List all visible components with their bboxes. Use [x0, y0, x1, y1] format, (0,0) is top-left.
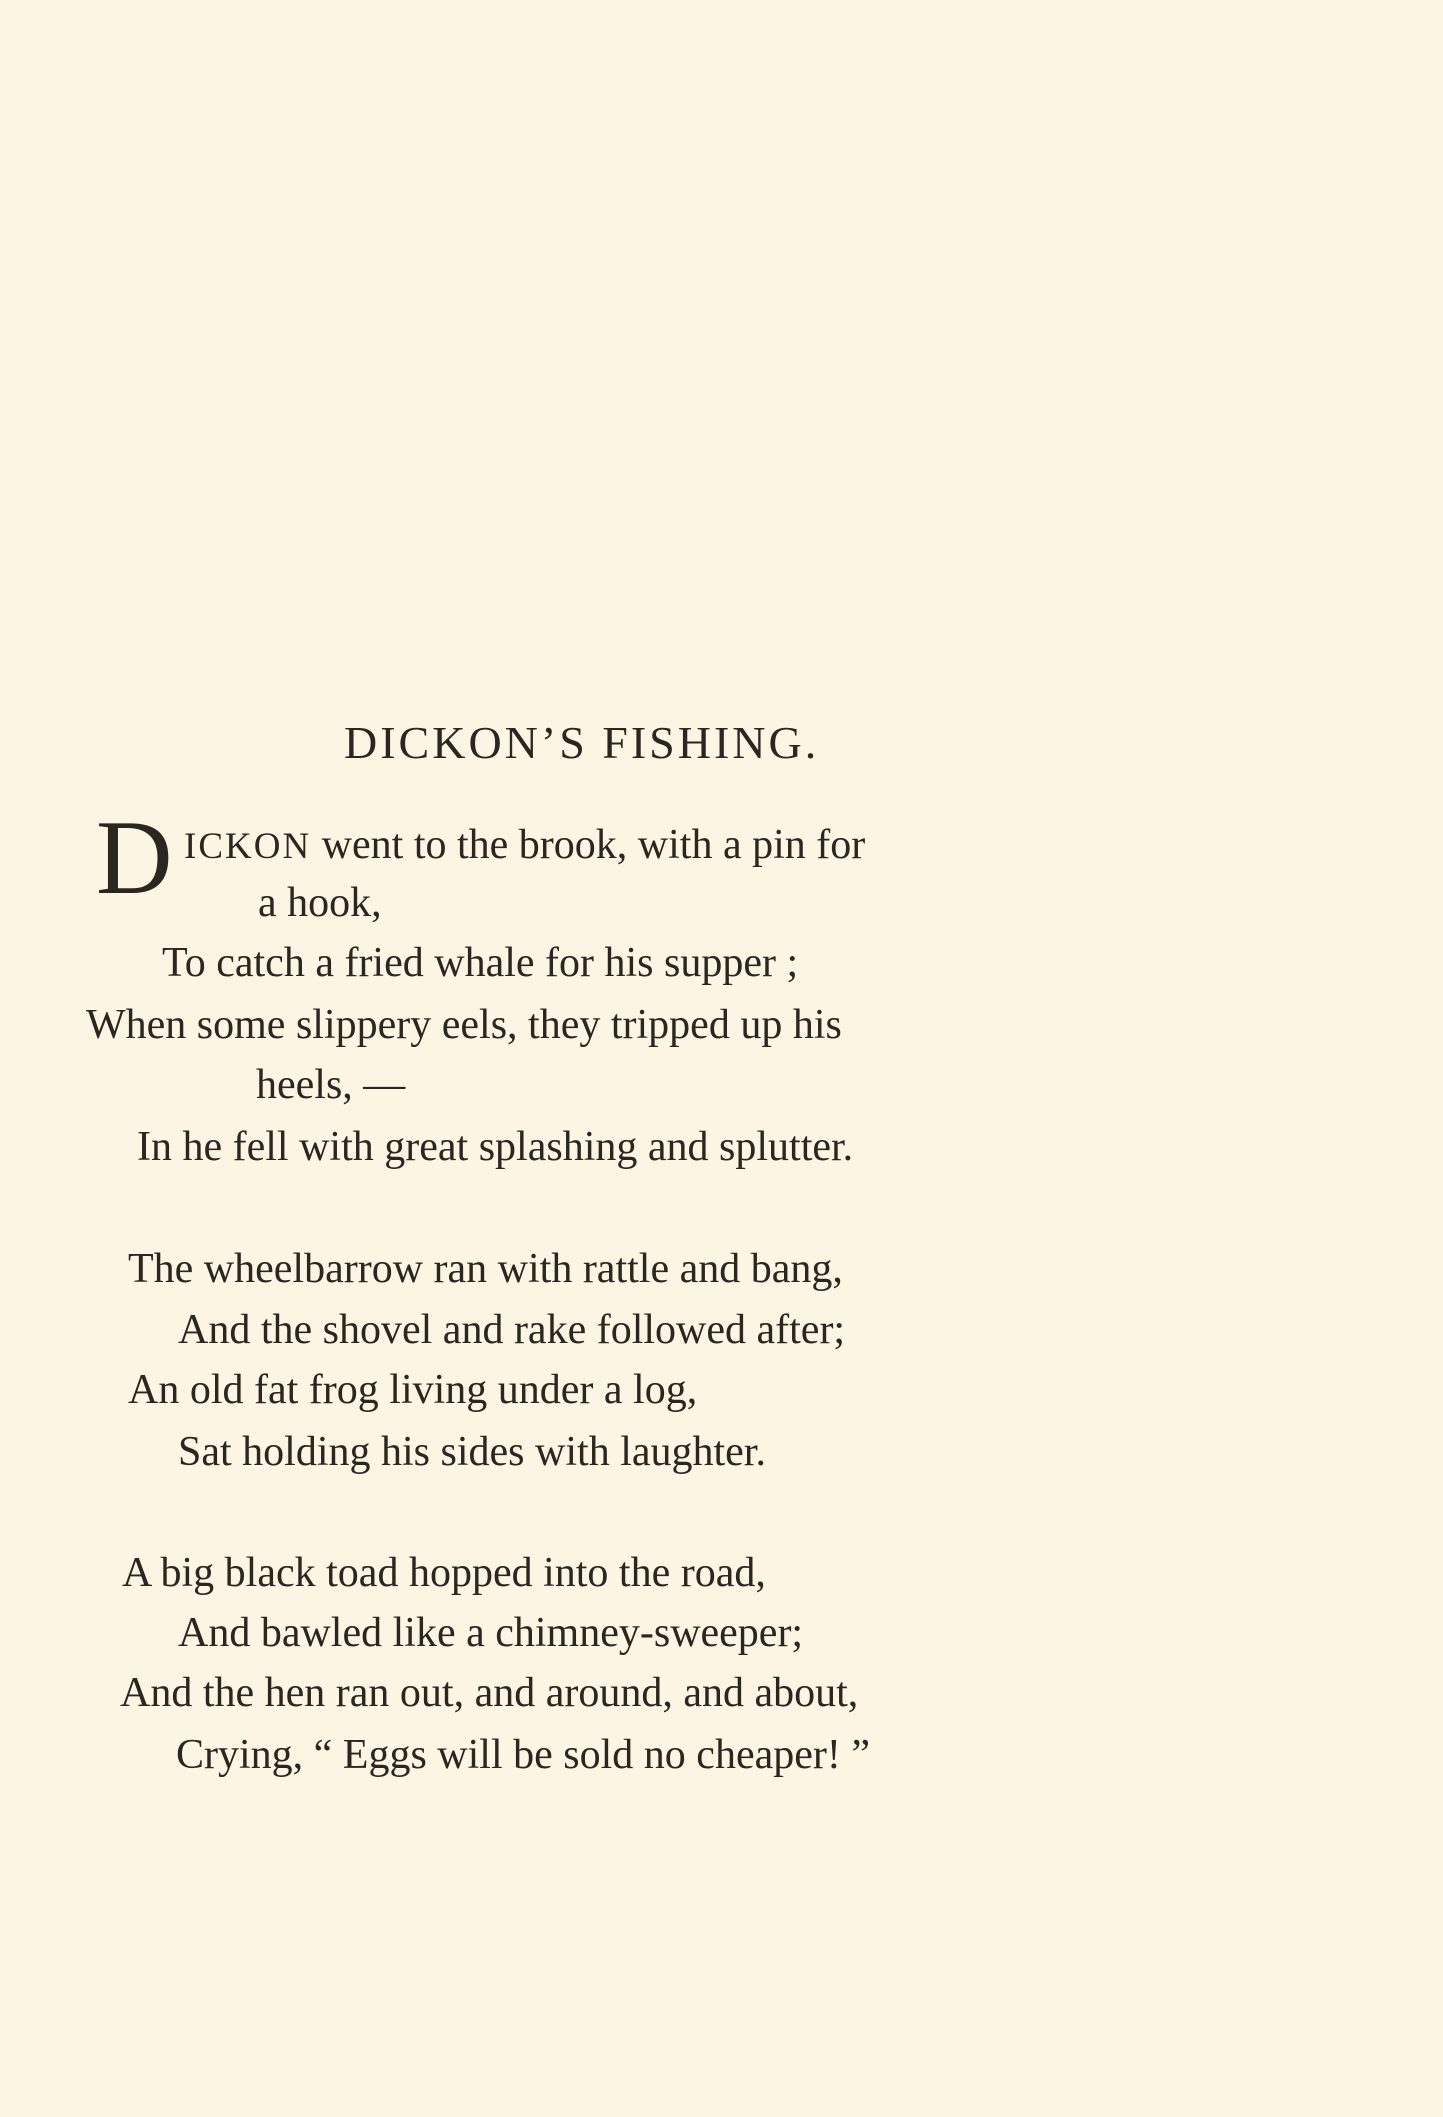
stanza1-line1 [184, 820, 865, 872]
stanza3-line4: Crying, “ Eggs will be sold no cheaper! ” [176, 1732, 870, 1778]
drop-cap: D [96, 799, 173, 916]
stanza3-line1: A big black toad hopped into the road, [122, 1550, 766, 1596]
stanza2-line4: Sat holding his sides with laughter. [178, 1429, 766, 1475]
stanza1-line3: To catch a fried whale for his supper ; [162, 940, 799, 986]
stanza3-line2: And bawled like a chimney-sweeper; [178, 1610, 804, 1656]
stanza2-line2: And the shovel and rake followed after; [178, 1307, 846, 1353]
stanza2-line1: The wheelbarrow ran with rattle and bang, [128, 1246, 843, 1292]
stanza3-line3: And the hen ran out, and around, and about, [120, 1670, 859, 1716]
stanza1-line4: When some slippery eels, they tripped up his [86, 1002, 842, 1048]
poem-title: DICKON’S FISHING. [344, 717, 820, 768]
stanza1-line6: In he fell with great splashing and splutter. [137, 1124, 854, 1170]
stanza2-line3: An old fat frog living under a log, [128, 1367, 698, 1413]
stanza1-line2: a hook, [258, 880, 382, 926]
stanza1-line1-smallcaps: ICKON [184, 826, 312, 867]
stanza1-line5: heels, — [256, 1062, 406, 1108]
stanza1-line1-text: went to the brook, with a pin for [311, 822, 866, 868]
